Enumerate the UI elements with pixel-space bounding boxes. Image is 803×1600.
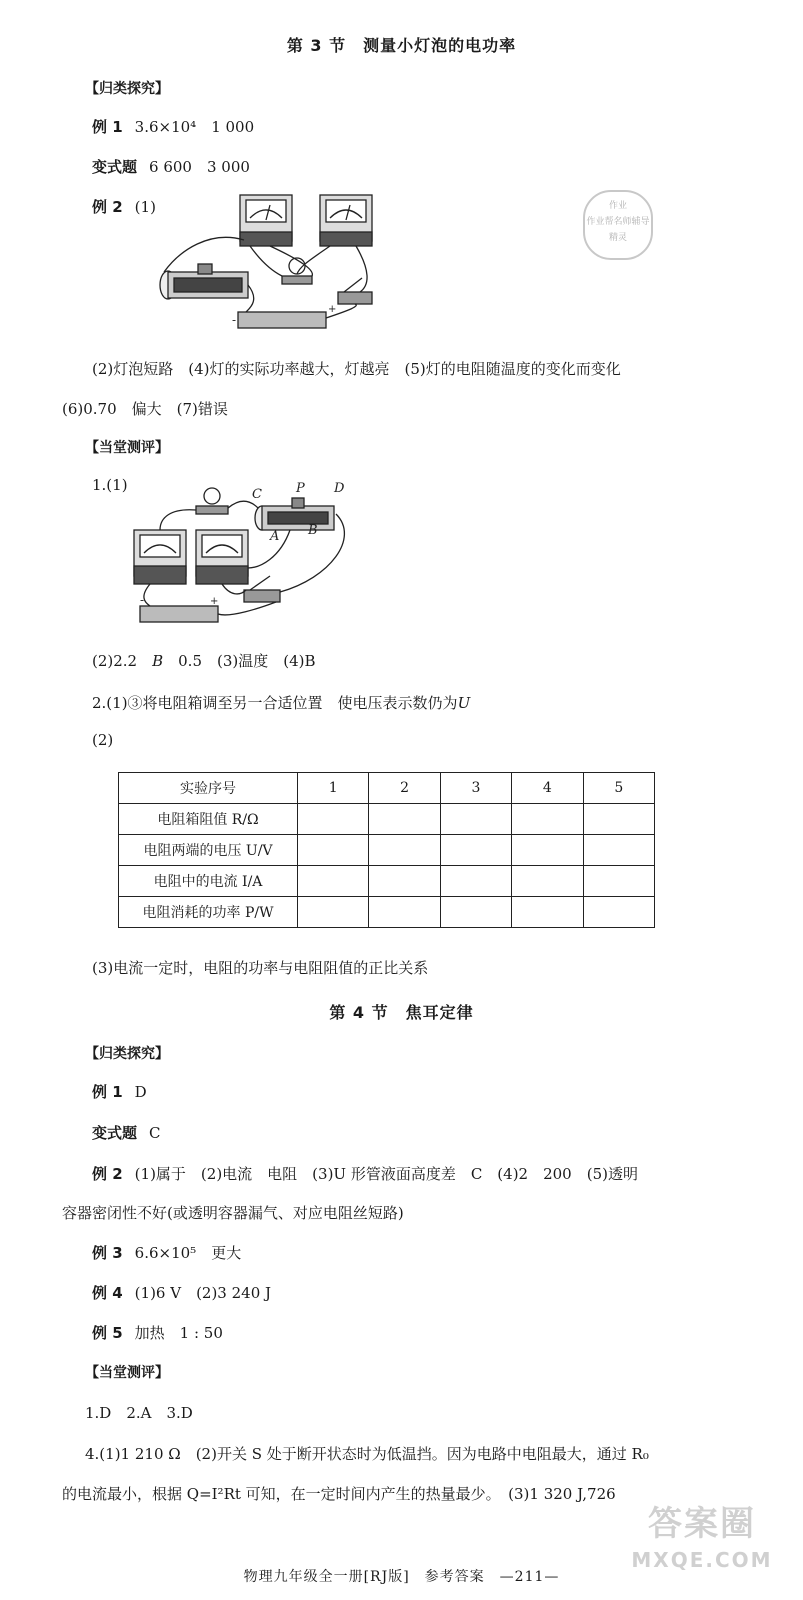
- table-header-cell: 实验序号: [119, 773, 298, 804]
- watermark-small: MXQE.COM: [631, 1548, 773, 1572]
- s3-q2-line1: [92, 692, 470, 713]
- table-header-cell: 4: [512, 773, 583, 804]
- table-row: [119, 897, 655, 928]
- s4-example1-answer: D: [134, 1083, 147, 1101]
- s3-example2-part1: (1): [134, 198, 156, 216]
- s4-variant-answer: C: [149, 1124, 161, 1142]
- experiment-table: [118, 772, 655, 928]
- table-row-label: 电阻消耗的功率 P/W: [119, 897, 298, 928]
- s3-q2-line3: (3)电流一定时，电阻的功率与电阻阻值的正比关系: [92, 959, 429, 977]
- s4-q123: 1.D 2.A 3.D: [85, 1404, 193, 1422]
- s3-variant: [92, 156, 250, 177]
- s3-variant-label: 变式题: [92, 158, 138, 176]
- table-cell: [583, 866, 654, 897]
- page-footer: 物理九年级全一册[RJ版] 参考答案 —211—: [243, 1569, 560, 1585]
- s4-example3-answer: 6.6×10⁵ 更大: [134, 1244, 242, 1262]
- table-row: [119, 866, 655, 897]
- fig2-plus-label: +: [210, 596, 219, 607]
- table-cell: [512, 897, 583, 928]
- table-cell: [369, 804, 440, 835]
- s3-example2: [92, 196, 156, 217]
- table-cell: [369, 866, 440, 897]
- s3-example2-line3: (6)0.70 偏大 (7)错误: [62, 400, 228, 418]
- s4-example1: [92, 1081, 147, 1102]
- s3-example1: [92, 116, 254, 137]
- fig1-minus-label: -: [232, 313, 237, 327]
- stamp-line2: 作业帮名师辅导: [586, 217, 650, 227]
- fig2-label-D: D: [334, 481, 345, 496]
- circuit-diagram-1: [150, 190, 390, 335]
- s4-variant: [92, 1122, 161, 1143]
- table-cell: [369, 835, 440, 866]
- s3-q2-label2: (2): [92, 731, 114, 749]
- table-cell: [583, 804, 654, 835]
- table-cell: [440, 835, 511, 866]
- table-header-cell: 1: [298, 773, 369, 804]
- s4-example3: [92, 1242, 241, 1263]
- table-cell: [298, 866, 369, 897]
- s4-example5-label: 例 5: [92, 1324, 123, 1342]
- table-header-cell: 2: [369, 773, 440, 804]
- s4-example2-line2: 容器密闭性不好(或透明容器漏气、对应电阻丝短路): [62, 1204, 404, 1222]
- s4-example1-label: 例 1: [92, 1083, 123, 1101]
- table-cell: [583, 897, 654, 928]
- fig2-label-P: P: [296, 481, 305, 496]
- section4-category-heading: 【归类探究】: [85, 1046, 169, 1062]
- table-cell: [440, 866, 511, 897]
- table-cell: [298, 835, 369, 866]
- table-header-cell: 5: [583, 773, 654, 804]
- fig2-label-C: C: [252, 487, 262, 502]
- stamp-line1: 作业: [608, 201, 627, 211]
- table-cell: [583, 835, 654, 866]
- table-cell: [512, 804, 583, 835]
- table-header-cell: 3: [440, 773, 511, 804]
- s4-example3-label: 例 3: [92, 1244, 123, 1262]
- fig2-label-B: B: [308, 523, 318, 538]
- section4-test-heading: 【当堂测评】: [85, 1365, 169, 1381]
- section3-title: 第 3 节 测量小灯泡的电功率: [286, 36, 517, 55]
- s3-variant-answer: 6 600 3 000: [149, 158, 250, 176]
- table-cell: [369, 897, 440, 928]
- s3-q2-line1-prefix: 2.(1)③将电阻箱调至另一合适位置 使电压表示数仍为: [92, 694, 458, 712]
- table-cell: [440, 897, 511, 928]
- homework-stamp: [583, 190, 653, 260]
- stamp-line3: 精灵: [608, 233, 627, 243]
- s3-example2-label: 例 2: [92, 198, 123, 216]
- table-cell: [512, 866, 583, 897]
- watermark-big: 答案圈: [648, 1504, 756, 1544]
- fig2-minus-label: -: [140, 593, 145, 607]
- s3-q1-label: 1.(1): [92, 476, 128, 494]
- table-header-row: [119, 773, 655, 804]
- s3-q1-line2-suffix: 0.5 (3)温度 (4)B: [163, 652, 316, 670]
- s4-example4-label: 例 4: [92, 1284, 123, 1302]
- table-cell: [440, 804, 511, 835]
- s4-example5-answer: 加热 1 : 50: [134, 1324, 223, 1342]
- table-row-label: 电阻箱阻值 R/Ω: [119, 804, 298, 835]
- s4-example4: [92, 1282, 271, 1303]
- table-row: [119, 804, 655, 835]
- table-cell: [298, 804, 369, 835]
- s4-example2-answer: (1)属于 (2)电流 电阻 (3)U 形管液面高度差 C (4)2 200 (5)透明: [134, 1165, 638, 1183]
- circuit-diagram-2: [130, 478, 360, 626]
- s4-example2: [92, 1163, 638, 1184]
- table-cell: [512, 835, 583, 866]
- s3-q1-line2-prefix: (2)2.2: [92, 652, 153, 670]
- s4-example5: [92, 1322, 223, 1343]
- table-cell: [298, 897, 369, 928]
- table-row-label: 电阻中的电流 I/A: [119, 866, 298, 897]
- section3-test-heading: 【当堂测评】: [85, 440, 169, 456]
- s3-q1-line2-B: B: [152, 652, 164, 670]
- section4-title: 第 4 节 焦耳定律: [329, 1003, 474, 1022]
- s4-variant-label: 变式题: [92, 1124, 138, 1142]
- s3-q1-line2: [92, 650, 316, 671]
- s4-example2-label: 例 2: [92, 1165, 123, 1183]
- s3-example1-label: 例 1: [92, 118, 123, 136]
- fig1-plus-label: +: [328, 304, 337, 315]
- table-row: [119, 835, 655, 866]
- s3-example1-answer: 3.6×10⁴ 1 000: [134, 118, 255, 136]
- s4-q4-line1: 4.(1)1 210 Ω (2)开关 S 处于断开状态时为低温挡。因为电路中电阻最大，通过 R₀: [85, 1445, 649, 1463]
- fig2-label-A: A: [270, 529, 280, 544]
- table-row-label: 电阻两端的电压 U/V: [119, 835, 298, 866]
- s4-q4-line2: 的电流最小，根据 Q=I²Rt 可知，在一定时间内产生的热量最少。 (3)1 320 J,726: [62, 1485, 616, 1503]
- s4-example4-answer: (1)6 V (2)3 240 J: [134, 1284, 272, 1302]
- s3-example2-line2: (2)灯泡短路 (4)灯的实际功率越大，灯越亮 (5)灯的电阻随温度的变化而变化: [92, 360, 621, 378]
- section3-category-heading: 【归类探究】: [85, 81, 169, 97]
- s3-q2-line1-U: U: [457, 694, 471, 712]
